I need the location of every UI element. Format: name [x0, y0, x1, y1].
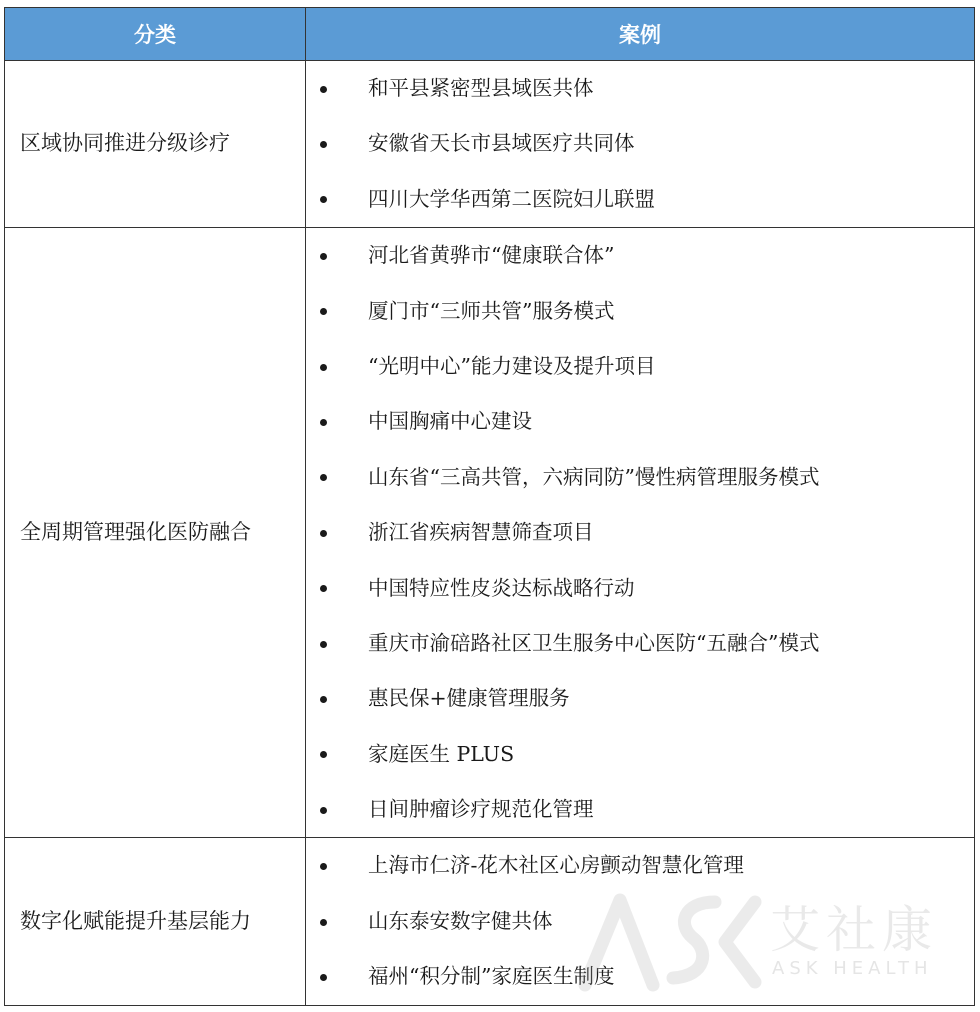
- list-item: [306, 561, 974, 616]
- case-list: [306, 838, 974, 1004]
- bullet-icon: [320, 919, 327, 926]
- case-text: 中国胸痛中心建设: [368, 409, 532, 434]
- case-text: 中国特应性皮炎达标战略行动: [368, 575, 635, 600]
- case-text: 日间肿瘤诊疗规范化管理: [368, 797, 594, 822]
- case-text: 惠民保+健康管理服务: [368, 686, 570, 711]
- list-item: [306, 450, 974, 505]
- list-item: [306, 894, 974, 949]
- list-item: [306, 284, 974, 339]
- case-text: 家庭医生 PLUS: [368, 741, 515, 766]
- bullet-icon: [320, 863, 327, 870]
- bullet-icon: [320, 196, 327, 203]
- case-list: [306, 61, 974, 227]
- bullet-icon: [320, 253, 327, 260]
- case-text: 重庆市渝碚路社区卫生服务中心医防“五融合”模式: [368, 630, 820, 655]
- list-item: [306, 172, 974, 227]
- category-cell: 区域协同推进分级诊疗: [5, 61, 306, 228]
- bullet-icon: [320, 974, 327, 981]
- list-item: [306, 505, 974, 560]
- case-text: 河北省黄骅市“健康联合体”: [368, 243, 615, 268]
- list-item: [306, 838, 974, 893]
- watermark-text-en: ASK HEALTH: [772, 958, 933, 979]
- bullet-icon: [320, 86, 327, 93]
- list-item: [306, 671, 974, 726]
- case-table: [4, 7, 975, 1006]
- bullet-icon: [320, 641, 327, 648]
- header-cases: 案例: [306, 8, 975, 61]
- case-text: 安徽省天长市县域医疗共同体: [368, 131, 635, 156]
- list-item: [306, 339, 974, 394]
- list-item: [306, 228, 974, 283]
- case-text: 四川大学华西第二医院妇儿联盟: [368, 186, 655, 211]
- case-list: [306, 228, 974, 837]
- bullet-icon: [320, 585, 327, 592]
- bullet-icon: [320, 308, 327, 315]
- header-category: 分类: [5, 8, 306, 61]
- list-item: [306, 727, 974, 782]
- case-text: “光明中心”能力建设及提升项目: [368, 353, 656, 378]
- list-item: [306, 116, 974, 171]
- list-item: [306, 616, 974, 671]
- table-row: [5, 61, 975, 228]
- cases-cell: [306, 228, 975, 838]
- category-cell: 全周期管理强化医防融合: [5, 228, 306, 838]
- bullet-icon: [320, 419, 327, 426]
- list-item: [306, 394, 974, 449]
- cases-cell: [306, 838, 975, 1005]
- bullet-icon: [320, 696, 327, 703]
- watermark-text-cn: 艾社康: [770, 901, 938, 959]
- case-text: 上海市仁济-花木社区心房颤动智慧化管理: [368, 853, 744, 878]
- bullet-icon: [320, 530, 327, 537]
- bullet-icon: [320, 474, 327, 481]
- list-item: [306, 949, 974, 1004]
- case-text: 福州“积分制”家庭医生制度: [368, 964, 615, 989]
- category-cell: 数字化赋能提升基层能力: [5, 838, 306, 1005]
- case-text: 浙江省疾病智慧筛查项目: [368, 520, 594, 545]
- header-row: [5, 8, 975, 61]
- table-row: [5, 838, 975, 1005]
- case-text: 山东省“三高共管，六病同防”慢性病管理服务模式: [368, 464, 820, 489]
- bullet-icon: [320, 751, 327, 758]
- list-item: [306, 782, 974, 837]
- table-row: [5, 228, 975, 838]
- list-item: [306, 61, 974, 116]
- bullet-icon: [320, 807, 327, 814]
- case-text: 山东泰安数字健共体: [368, 908, 553, 933]
- bullet-icon: [320, 141, 327, 148]
- case-text: 和平县紧密型县域医共体: [368, 76, 594, 100]
- case-text: 厦门市“三师共管”服务模式: [368, 298, 615, 323]
- cases-cell: [306, 61, 975, 228]
- bullet-icon: [320, 364, 327, 371]
